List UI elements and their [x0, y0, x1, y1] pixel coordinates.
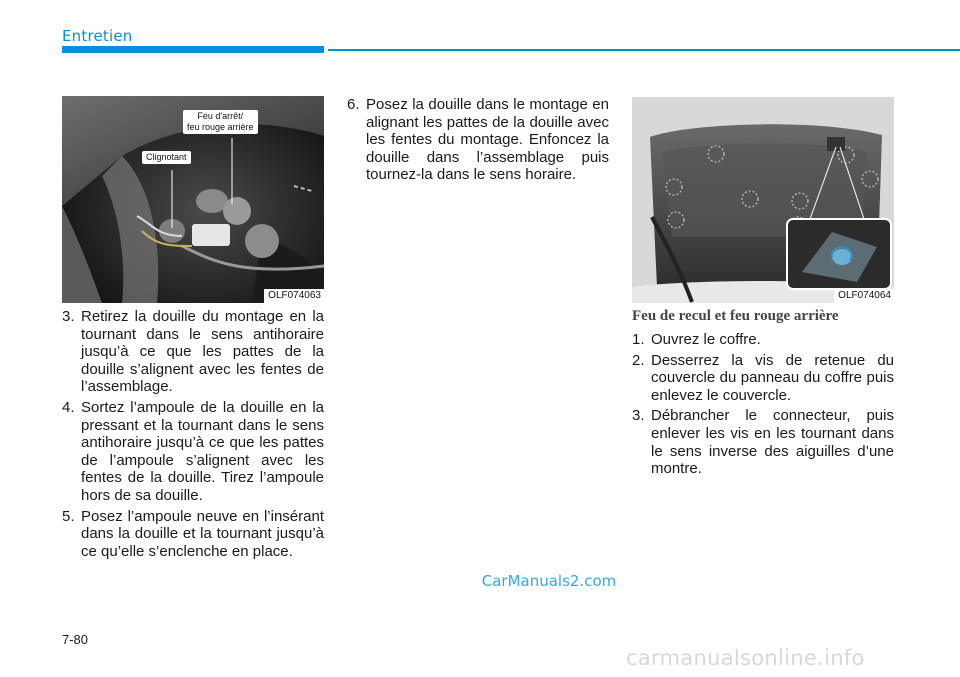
list-item	[632, 331, 894, 349]
step-number: 6.	[347, 96, 360, 113]
step-number: 3.	[62, 308, 75, 325]
figure-bulb-sockets	[62, 96, 324, 303]
list-item	[632, 407, 894, 477]
figure-trunk-lid	[632, 97, 894, 303]
section-title: Entretien	[62, 27, 133, 45]
step-text: Sortez l’ampoule de la douille en la pressant et la tournant dans le sens antihoraire jusqu’à ce que les pattes de l’ampoule s’alignent avec les fentes de la douille. Tirez l’ampoule hors de sa douille.	[81, 398, 324, 504]
middle-column	[347, 96, 609, 187]
list-item	[62, 308, 324, 396]
step-number: 4.	[62, 398, 75, 416]
list-item	[62, 508, 324, 561]
callout-turn-signal: Clignotant	[142, 151, 191, 164]
step-text: Posez l’ampoule neuve en l’insérant dans la douille et la tournant jusqu’à ce qu’elle s’enclenche en place.	[81, 507, 324, 560]
sub-heading: Feu de recul et feu rouge arrière	[632, 308, 839, 324]
trunk-lid-photo	[632, 97, 894, 303]
step-text: Débrancher le connecteur, puis enlever les vis en les tournant dans le sens inverse des aiguilles d’une montre.	[651, 407, 894, 478]
right-column	[632, 331, 894, 481]
header-rule-thin	[328, 49, 960, 51]
page-number: 7-80	[62, 632, 89, 647]
step-number: 3.	[632, 407, 645, 425]
header-rule-thick	[62, 46, 324, 53]
figure-code: OLF074064	[834, 289, 894, 303]
step-text: Desserrez la vis de retenue du couvercle du panneau du coffre puis enlevez le couvercle.	[651, 351, 894, 404]
figure-code: OLF074063	[264, 289, 324, 303]
step-text: Posez la douille dans le montage en alignant les pattes de la douille avec les fentes du montage. Enfoncez la douille dans l’assemblage puis tournez-la dans le sens horaire.	[366, 96, 609, 184]
left-column	[62, 308, 324, 563]
list-item	[632, 352, 894, 405]
watermark-link[interactable]: CarManuals2.com	[481, 572, 617, 590]
list-item	[62, 399, 324, 505]
footer-watermark: carmanualsonline.info	[626, 646, 865, 670]
callout-stop-tail-light: Feu d'arrêt/ feu rouge arrière	[183, 110, 258, 134]
step-text: Retirez la douille du montage en la tournant dans le sens antihoraire jusqu’à ce que les pattes de la douille s’alignent avec les fentes de l’assemblage.	[81, 308, 324, 396]
step-number: 5.	[62, 507, 75, 525]
step-number: 1.	[632, 331, 645, 348]
step-text: Ouvrez le coffre.	[651, 331, 761, 348]
step-number: 2.	[632, 351, 645, 369]
list-item	[347, 96, 609, 184]
